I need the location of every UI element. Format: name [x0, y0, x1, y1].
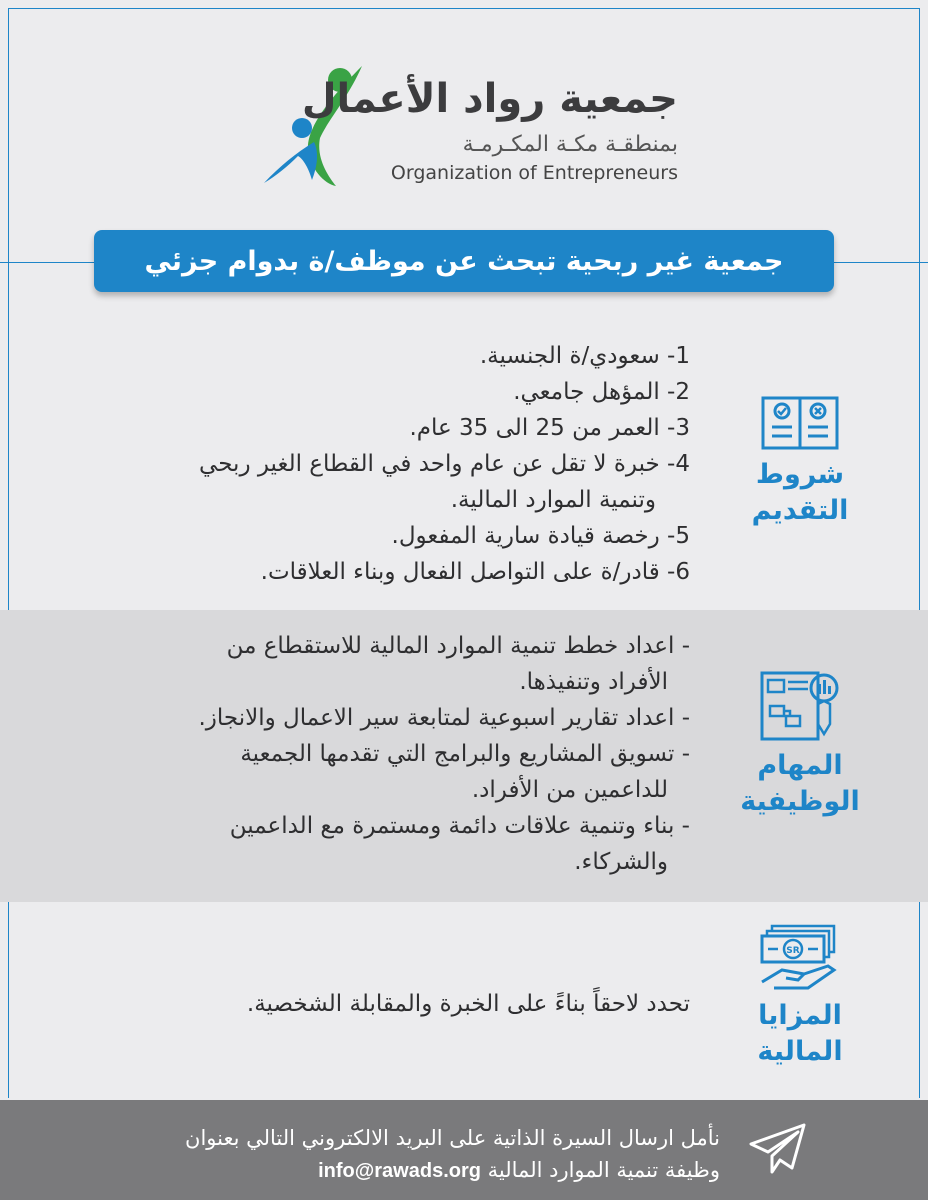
- currency-symbol: SR: [786, 946, 800, 956]
- benefits-label-line2: المالية: [757, 1036, 843, 1067]
- list-item: - اعداد تقارير اسبوعية لمتابعة سير الاعمال والانجاز.: [198, 705, 690, 731]
- list-item: وتنمية الموارد المالية.: [450, 487, 656, 513]
- benefits-text: تحدد لاحقاً بناءً على الخبرة والمقابلة الشخصية.: [246, 991, 690, 1017]
- list-item: 5- رخصة قيادة سارية المفعول.: [391, 523, 690, 549]
- list-item: - بناء وتنمية علاقات دائمة ومستمرة مع الداعمين: [229, 813, 690, 839]
- list-item: للداعمين من الأفراد.: [471, 777, 668, 803]
- duties-section: [0, 610, 928, 902]
- footer-instructions: [185, 1122, 720, 1187]
- list-item: والشركاء.: [574, 849, 668, 875]
- list-item: 4- خبرة لا تقل عن عام واحد في القطاع الغير ربحي: [199, 451, 690, 477]
- requirements-section: [0, 300, 928, 610]
- duties-label: [725, 670, 875, 820]
- footer-line2: [185, 1154, 720, 1187]
- organization-logo: [258, 58, 678, 193]
- logo-title-arabic: جمعية رواد الأعمال: [301, 76, 678, 122]
- salary-hand-icon: [758, 924, 842, 992]
- requirements-label-line1: شروط: [755, 459, 845, 490]
- footer-line1: نأمل ارسال السيرة الذاتية على البريد الالكتروني التالي بعنوان: [185, 1126, 720, 1150]
- list-item: 2- المؤهل جامعي.: [513, 379, 690, 405]
- benefits-label: [725, 924, 875, 1070]
- logo-title-english: Organization of Entrepreneurs: [390, 162, 678, 184]
- duties-label-line1: المهام: [757, 750, 843, 781]
- benefits-section: [0, 902, 928, 1100]
- list-item: 3- العمر من 25 الى 35 عام.: [409, 415, 690, 441]
- planning-document-icon: [758, 670, 842, 742]
- requirements-list: [199, 338, 690, 590]
- benefits-label-line1: المزايا: [758, 1000, 842, 1031]
- logo-subtitle-arabic: بمنطقـة مكـة المكـرمـة: [462, 132, 678, 157]
- footer-line2-text: وظيفة تنمية الموارد المالية: [487, 1158, 720, 1182]
- list-item: 6- قادر/ة على التواصل الفعال وبناء العلاقات.: [260, 559, 690, 585]
- list-item: - اعداد خطط تنمية الموارد المالية للاستقطاع من: [226, 633, 690, 659]
- list-item: - تسويق المشاريع والبرامج التي تقدمها الجمعية: [240, 741, 690, 767]
- email-link[interactable]: info@rawads.org: [318, 1160, 481, 1182]
- requirements-label: [725, 395, 875, 529]
- duties-label-line2: الوظيفية: [740, 786, 860, 817]
- paper-plane-icon: [748, 1122, 808, 1178]
- list-item: الأفراد وتنفيذها.: [519, 669, 668, 695]
- list-item: 1- سعودي/ة الجنسية.: [479, 343, 690, 369]
- checklist-book-icon: [760, 395, 840, 451]
- duties-list: [198, 628, 690, 880]
- banner-text: جمعية غير ربحية تبحث عن موظف/ة بدوام جزئي: [144, 245, 784, 277]
- frame-border-top: [8, 8, 920, 9]
- headline-banner: [94, 230, 834, 292]
- requirements-label-line2: التقديم: [751, 495, 849, 526]
